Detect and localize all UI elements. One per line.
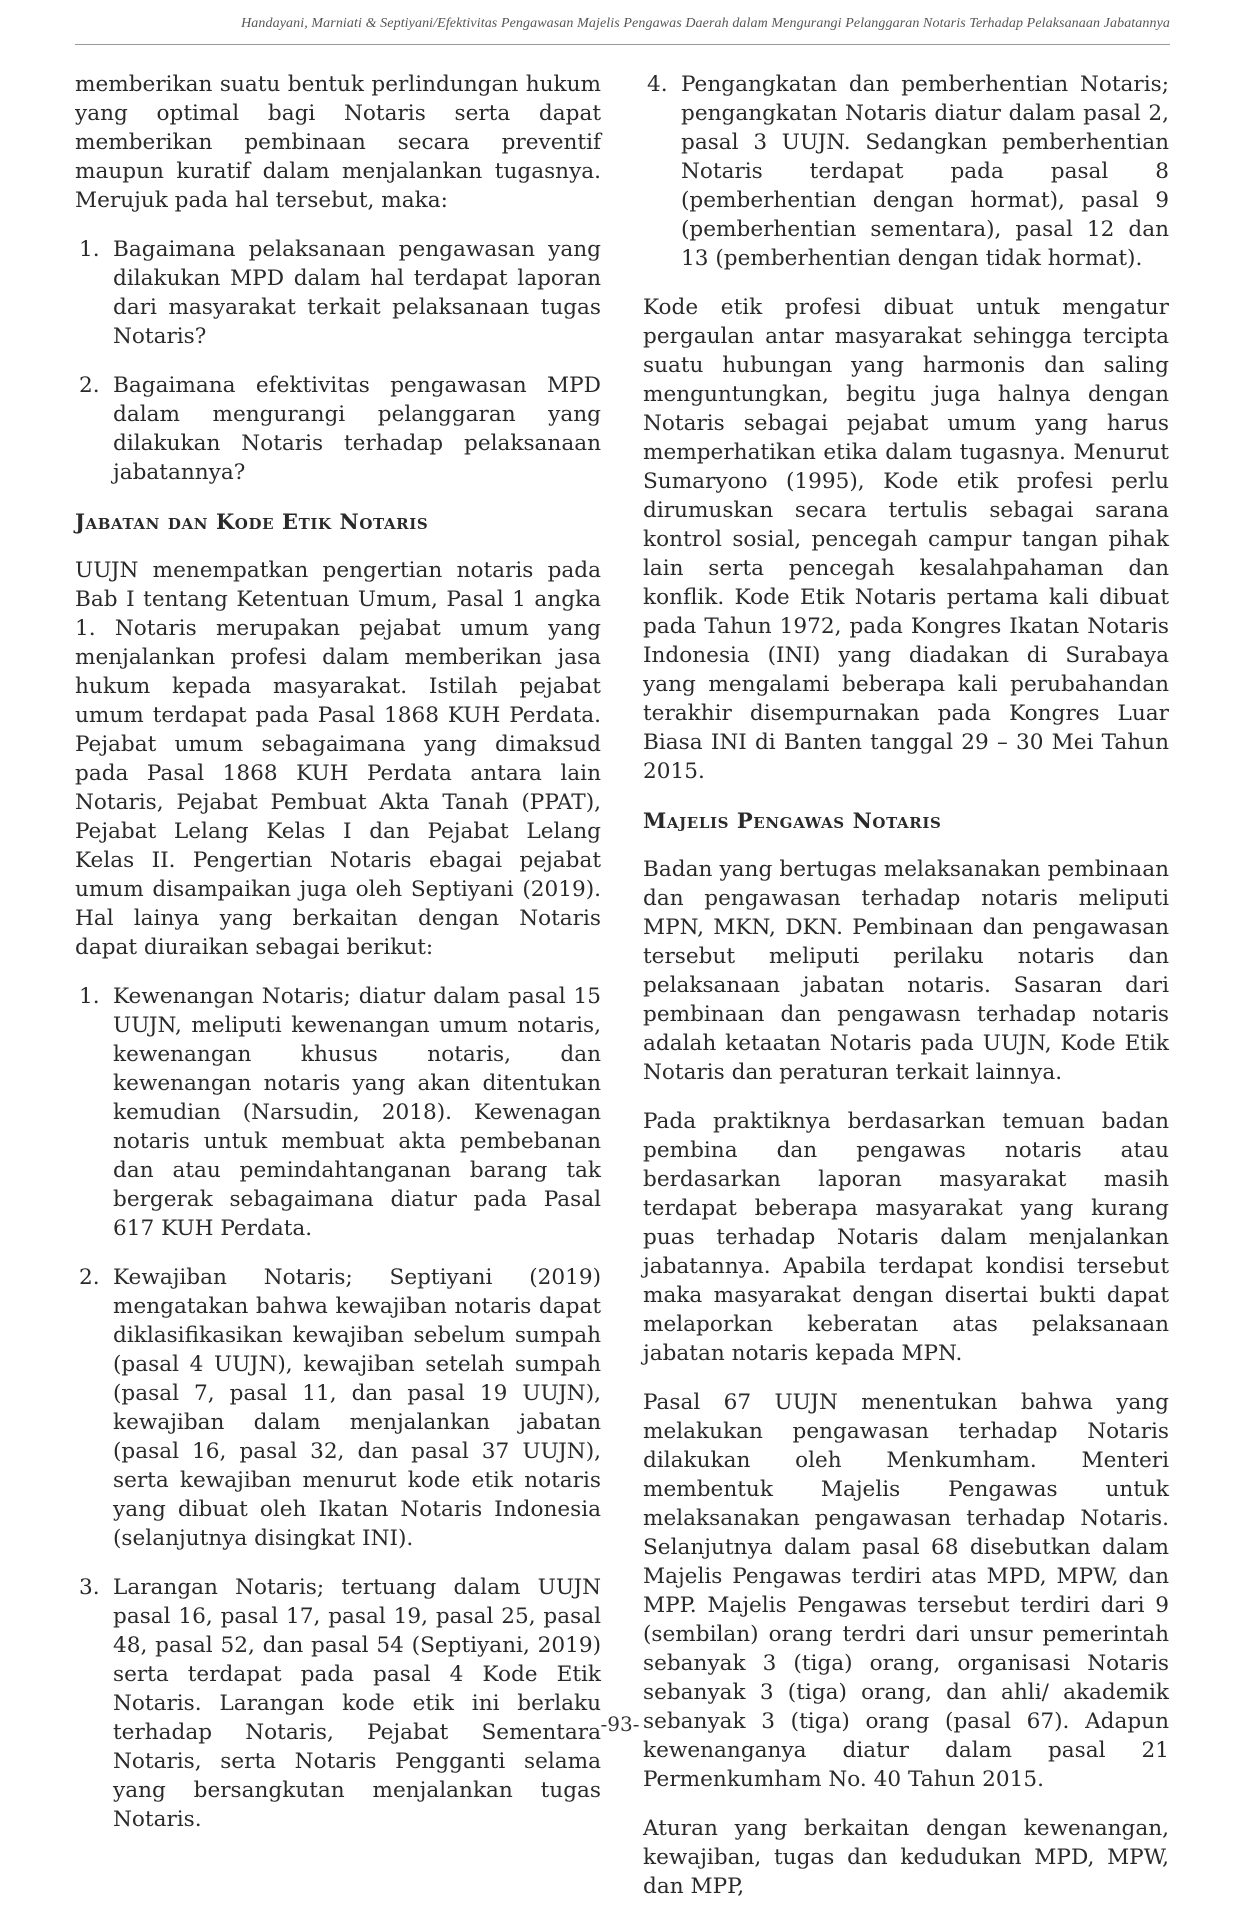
left-column	[75, 70, 601, 1854]
right-column	[643, 70, 1169, 1921]
body-paragraph: Aturan yang berkaitan dengan kewenangan, kewajiban, tugas dan kedudukan MPD, MPW, dan MPP,	[643, 1816, 1169, 1899]
section-heading-majelis: Majelis Pengawas Notaris	[643, 808, 942, 833]
list-item-text: Pengangkatan dan pemberhentian Notaris; pengangkatan Notaris diatur dalam pasal 2, pasal 3 UUJN. Sedangkan pemberhentian Notaris terdapat pada pasal 8 (pemberhentian dengan hormat), pasal 9 (pemberhentian sementara), pasal 12 dan 13 (pemberhentian dengan tidak hormat).	[681, 72, 1169, 271]
notaris-aspects-list-continued	[643, 70, 1169, 273]
list-number: 2.	[79, 373, 100, 398]
section-heading-jabatan: Jabatan dan Kode Etik Notaris	[75, 509, 429, 534]
body-paragraph: Pada praktiknya berdasarkan temuan badan pembina dan pengawas notaris atau berdasarkan laporan masyarakat masih terdapat beberapa masyarakat yang kurang puas terhadap Notaris dalam menjalankan jabatannya. Apabila terdapat kondisi tersebut maka masyarakat dengan disertai bukti dapat melaporkan keberatan atas pelaksanaan jabatan notaris kepada MPN.	[643, 1109, 1169, 1366]
page-number: -93-	[600, 1712, 640, 1736]
body-paragraph: Kode etik profesi dibuat untuk mengatur pergaulan antar masyarakat sehingga tercipta suatu hubungan yang harmonis dan saling menguntungkan, begitu juga halnya dengan Notaris sebagai pejabat umum yang harus memperhatikan etika dalam tugasnya. Menurut Sumaryono (1995), Kode etik profesi perlu dirumuskan secara tertulis sebagai sarana kontrol sosial, pencegah campur tangan pihak lain serta pencegah kesalahpahaman dan konflik. Kode Etik Notaris pertama kali dibuat pada Tahun 1972, pada Kongres Ikatan Notaris Indonesia (INI) yang diadakan di Surabaya yang mengalami beberapa kali perubahandan terakhir disempurnakan pada Kongres Luar Biasa INI di Banten tanggal 29 – 30 Mei Tahun 2015.	[643, 295, 1169, 784]
list-item-text: Bagaimana efektivitas pengawasan MPD dalam mengurangi pelanggaran yang dilakukan Notaris terhadap pelaksanaan jabatannya?	[113, 373, 601, 485]
list-item	[75, 982, 601, 1243]
body-paragraph: Pasal 67 UUJN menentukan bahwa yang melakukan pengawasan terhadap Notaris dilakukan oleh Menkumham. Menteri membentuk Majelis Pengawas untuk melaksanakan pengawasan terhadap Notaris. Selanjutnya dalam pasal 68 disebutkan dalam Majelis Pengawas terdiri atas MPD, MPW, dan MPP. Majelis Pengawas tersebut terdiri dari 9 (sembilan) orang terdri dari unsur pemerintah sebanyak 3 (tiga) orang, organisasi Notaris sebanyak 3 (tiga) orang, dan ahli/ akademik sebanyak 3 (tiga) orang (pasal 67). Adapun kewenanganya diatur dalam pasal 21 Permenkumham No. 40 Tahun 2015.	[643, 1390, 1169, 1792]
header-divider	[75, 44, 1170, 45]
list-item	[75, 1263, 601, 1553]
list-item	[75, 235, 601, 351]
list-item	[643, 70, 1169, 273]
list-item-text: Larangan Notaris; tertuang dalam UUJN pasal 16, pasal 17, pasal 19, pasal 25, pasal 48, pasal 52, dan pasal 54 (Septiyani, 2019) serta terdapat pada pasal 4 Kode Etik Notaris. Larangan kode etik ini berlaku terhadap Notaris, Pejabat Sementara Notaris, serta Notaris Pengganti selama yang bersangkutan menjalankan tugas Notaris.	[113, 1575, 601, 1832]
list-item	[75, 371, 601, 487]
list-item-text: Kewajiban Notaris; Septiyani (2019) mengatakan bahwa kewajiban notaris dapat diklasifikasikan kewajiban sebelum sumpah (pasal 4 UUJN), kewajiban setelah sumpah (pasal 7, pasal 11, dan pasal 19 UUJN), kewajiban dalam menjalankan jabatan (pasal 16, pasal 32, dan pasal 37 UUJN), serta kewajiban menurut kode etik notaris yang dibuat oleh Ikatan Notaris Indonesia (selanjutnya disingkat INI).	[113, 1265, 601, 1551]
list-number: 1.	[79, 237, 100, 262]
list-item-text: Bagaimana pelaksanaan pengawasan yang dilakukan MPD dalam hal terdapat laporan dari masyarakat terkait pelaksanaan tugas Notaris?	[113, 237, 601, 349]
list-number: 2.	[79, 1265, 100, 1290]
list-item-text: Kewenangan Notaris; diatur dalam pasal 15 UUJN, meliputi kewenangan umum notaris, kewenangan khusus notaris, dan kewenangan notaris yang akan ditentukan kemudian (Narsudin, 2018). Kewenagan notaris untuk membuat akta pembebanan dan atau pemindahtanganan barang tak bergerak sebagaimana diatur pada Pasal 617 KUH Perdata.	[113, 984, 601, 1241]
intro-paragraph: memberikan suatu bentuk perlindungan hukum yang optimal bagi Notaris serta dapat memberikan pembinaan secara preventif maupun kuratif dalam menjalankan tugasnya. Merujuk pada hal tersebut, maka:	[75, 72, 601, 213]
research-questions-list	[75, 235, 601, 487]
notaris-aspects-list	[75, 982, 601, 1834]
running-header: Handayani, Marniati & Septiyani/Efektivitas Pengawasan Majelis Pengawas Daerah dalam Mengurangi Pelanggaran Notaris Terhadap Pelaksanaan Jabatannya	[241, 16, 1170, 31]
list-item	[75, 1573, 601, 1834]
body-paragraph: UUJN menempatkan pengertian notaris pada Bab I tentang Ketentuan Umum, Pasal 1 angka 1. Notaris merupakan pejabat umum yang menjalankan profesi dalam memberikan jasa hukum kepada masyarakat. Istilah pejabat umum terdapat pada Pasal 1868 KUH Perdata. Pejabat umum sebagaimana yang dimaksud pada Pasal 1868 KUH Perdata antara lain Notaris, Pejabat Pembuat Akta Tanah (PPAT), Pejabat Lelang Kelas I dan Pejabat Lelang Kelas II. Pengertian Notaris ebagai pejabat umum disampaikan juga oleh Septiyani (2019). Hal lainya yang berkaitan dengan Notaris dapat diuraikan sebagai berikut:	[75, 558, 601, 960]
list-number: 1.	[79, 984, 100, 1009]
body-paragraph: Badan yang bertugas melaksanakan pembinaan dan pengawasan terhadap notaris meliputi MPN, MKN, DKN. Pembinaan dan pengawasan tersebut meliputi perilaku notaris dan pelaksanaan jabatan notaris. Sasaran dari pembinaan dan pengawasn terhadap notaris adalah ketaatan Notaris pada UUJN, Kode Etik Notaris dan peraturan terkait lainnya.	[643, 857, 1169, 1085]
list-number: 4.	[647, 72, 668, 97]
list-number: 3.	[79, 1575, 100, 1600]
